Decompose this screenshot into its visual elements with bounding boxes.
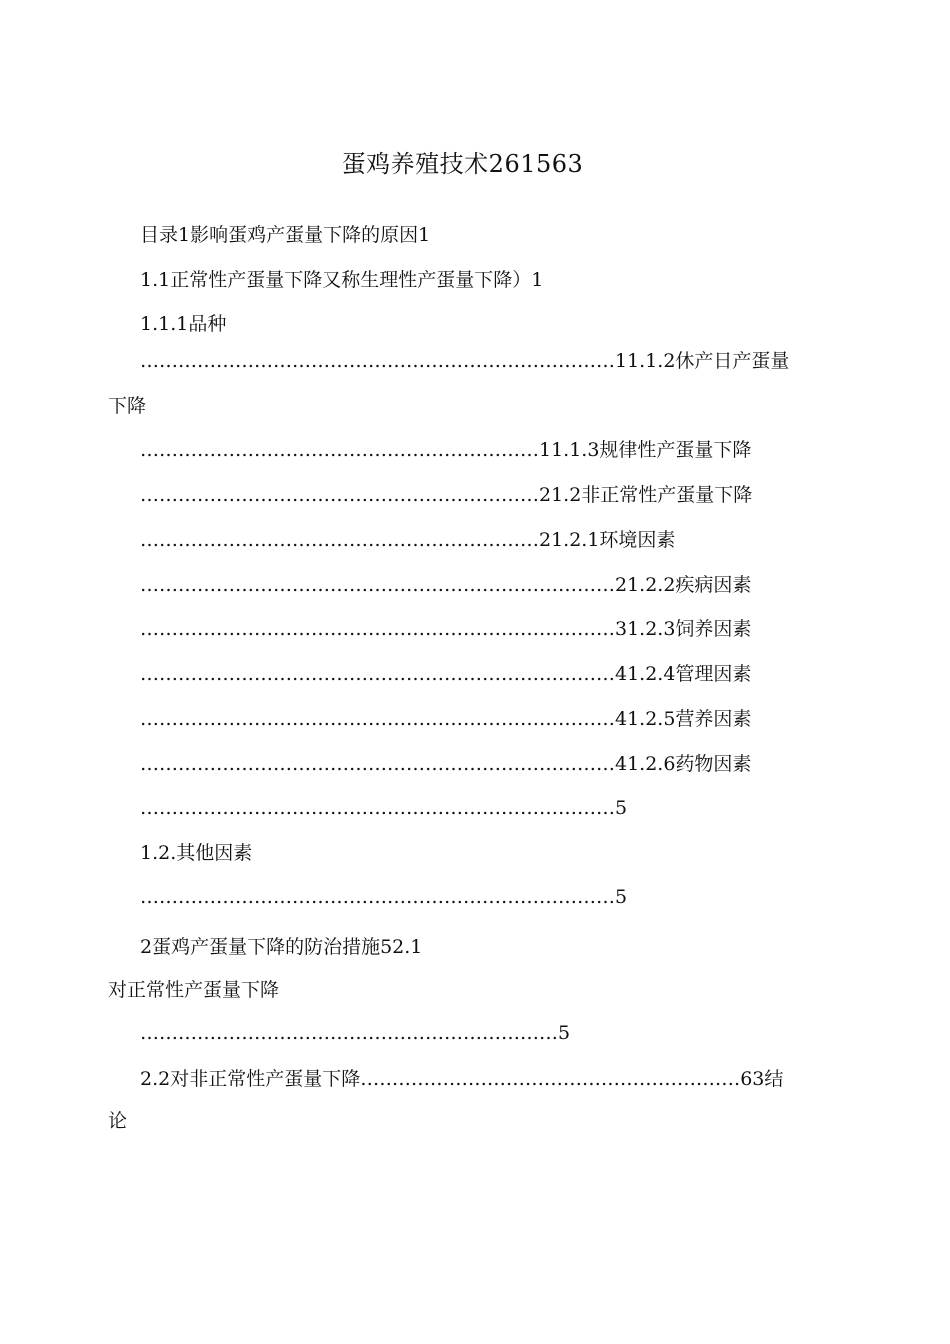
toc-line: 对正常性产蛋量下降 (108, 979, 280, 1001)
toc-line: ………………………………………………………11.1.3规律性产蛋量下降 (140, 439, 752, 461)
toc-line: …………………………………………………………………5 (140, 797, 628, 819)
toc-line: ………………………………………………………21.2非正常性产蛋量下降 (140, 484, 753, 506)
toc-line: …………………………………………………………………31.2.3饲养因素 (140, 618, 752, 640)
toc-line: …………………………………………………………………11.1.2休产日产蛋量 (140, 350, 790, 372)
toc-line: 论 (108, 1110, 128, 1132)
toc-line: …………………………………………………………………41.2.6药物因素 (140, 753, 752, 775)
document-title: 蛋鸡养殖技术261563 (341, 150, 584, 178)
toc-line: …………………………………………………………5 (140, 1022, 571, 1044)
toc-line: 2.2对非正常性产蛋量下降……………………………………………………63结 (140, 1068, 784, 1090)
toc-line: …………………………………………………………………41.2.5营养因素 (140, 708, 752, 730)
toc-line: …………………………………………………………………21.2.2疾病因素 (140, 574, 752, 596)
toc-line: 1.1正常性产蛋量下降又称生理性产蛋量下降）1 (140, 269, 544, 291)
toc-line: 2蛋鸡产蛋量下降的防治措施52.1 (140, 936, 423, 958)
toc-line: 下降 (108, 395, 147, 417)
toc-line: ………………………………………………………21.2.1环境因素 (140, 529, 676, 551)
toc-line: 1.2.其他因素 (140, 842, 253, 864)
toc-line: 目录1影响蛋鸡产蛋量下降的原因1 (140, 224, 431, 246)
toc-line: …………………………………………………………………5 (140, 886, 628, 908)
toc-line: 1.1.1品种 (140, 313, 227, 335)
toc-line: …………………………………………………………………41.2.4管理因素 (140, 663, 752, 685)
